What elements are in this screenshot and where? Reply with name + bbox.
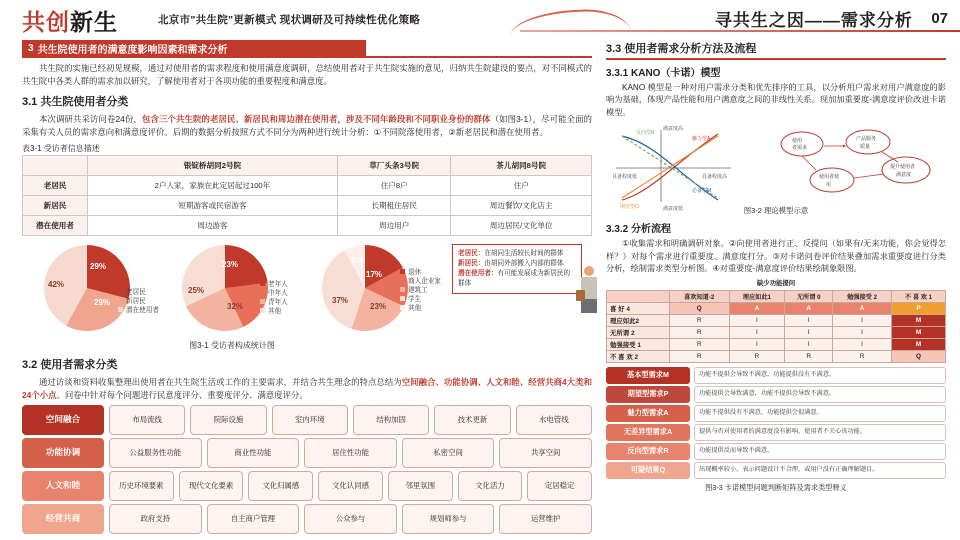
pie3-slice-label-4: 37%	[332, 295, 349, 305]
paragraph-3-2-highlight-1: 空间融合、功能协	[401, 376, 470, 387]
matrix-row	[607, 302, 946, 314]
flow-item: 邻里氛围	[388, 471, 453, 501]
page-number: 07	[931, 10, 948, 27]
kano-diagram-svg	[606, 122, 946, 214]
matrix-cell: R	[670, 326, 730, 338]
flow-item: 文化活力	[458, 471, 523, 501]
section-intro-paragraph: 共生院的实施已经初见规模，通过对使用者的需求程度和使用满意度调研，总结使用者对于共生院实施的意见，归纳共生院建设的要点，对不同模式的共生院中各类人群的需求加以研究，了解使用者对于各项功能的重要程度和满意度。	[22, 62, 592, 86]
flow-item: 自主商户管理	[207, 504, 300, 534]
cell: 周边居民/文化单位	[451, 215, 592, 235]
table-row	[23, 215, 592, 235]
matrix-cell: R	[833, 350, 892, 362]
legend-item: 潜在使用者	[118, 306, 159, 315]
svg-text:反向型R: 反向型R	[636, 130, 655, 136]
paragraph-3-1-highlight-2: 业身份的群体	[439, 113, 491, 124]
definitions-note-box	[452, 244, 582, 294]
flow-item: 私密空间	[402, 438, 495, 468]
flow-item: 文化归属感	[248, 471, 313, 501]
table-col-1: 银锭桥胡同2号院	[88, 155, 338, 175]
definition-text: 出现概率较小，表示问题设计不合理，或用户没有正确理解题目。	[694, 462, 946, 479]
svg-text:提升使用者: 提升使用者	[890, 164, 916, 170]
table-col-0	[23, 155, 88, 175]
matrix-cell: M	[892, 326, 946, 338]
heading-3-1: 3.1 共生院使用者分类	[22, 95, 129, 108]
flow-item: 历史环境要素	[109, 471, 174, 501]
definition-text: 提供与否对使用者的满意度没有影响，使用者不关心该功能。	[694, 424, 946, 441]
cell: 长期租住居民	[337, 195, 451, 215]
flow-item: 布局流线	[109, 405, 185, 435]
matrix-cell: I	[729, 338, 785, 350]
matrix-header-row	[607, 290, 946, 302]
cell: 周边游客	[88, 215, 338, 235]
table-col-2: 草厂头条3号院	[337, 155, 451, 175]
kano-evaluation-matrix	[606, 290, 946, 363]
matrix-cell: A	[729, 302, 785, 314]
table-row	[23, 195, 592, 215]
table-3-1	[22, 155, 592, 236]
section-title: 共生院使用者的满意度影响因素和需求分析	[37, 44, 228, 56]
pie1-slice-label-2: 29%	[94, 297, 111, 307]
matrix-row-label: 无所谓 2	[607, 326, 670, 338]
heading-3-2: 3.2 使用者需求分类	[22, 358, 118, 371]
brand-logo-red: 共创	[22, 10, 70, 36]
definition-tag: 基本型需求M	[606, 367, 690, 384]
matrix-cell: Q	[670, 302, 730, 314]
legend-item: 青年人	[260, 298, 288, 307]
pie2-slice-label-1: 23%	[222, 259, 239, 269]
definition-tag: 可疑结果Q	[606, 462, 690, 479]
kano-definitions-list	[606, 367, 946, 479]
matrix-col-header: 不 喜 欢 1	[892, 290, 946, 302]
definition-item	[606, 386, 946, 403]
svg-text:用: 用	[826, 182, 832, 188]
matrix-row	[607, 326, 946, 338]
definition-text: 功能不提供没有不满意，功能提供会很满意。	[694, 405, 946, 422]
legend-item: 中年人	[260, 289, 288, 298]
pie-chart-occupation	[322, 245, 408, 331]
pie2-slice-label-4: 32%	[227, 301, 244, 311]
flow-item: 定居稳定	[527, 471, 592, 501]
legend-item: 老年人	[260, 280, 288, 289]
header-section-title: 寻共生之因——需求分析	[714, 11, 913, 30]
flow-cells	[109, 405, 592, 435]
matrix-cell: P	[892, 302, 946, 314]
matrix-cell: M	[892, 314, 946, 326]
flow-category-label: 经营共商	[22, 504, 104, 534]
matrix-cell: I	[785, 326, 833, 338]
definition-item	[606, 405, 946, 422]
flow-item: 院际设施	[190, 405, 266, 435]
flow-item: 共享空间	[499, 438, 592, 468]
flow-cells	[109, 504, 592, 534]
cell: 周边用户	[337, 215, 451, 235]
table-col-3: 茶儿胡同8号院	[451, 155, 592, 175]
figure-3-1-caption: 图3-1 受访者构成统计图	[189, 340, 275, 350]
matrix-row-label: 喜 好 4	[607, 302, 670, 314]
svg-text:产品服务: 产品服务	[856, 136, 877, 142]
definition-text: 功能提供会导致满意，功能不提供会导致不满意。	[694, 386, 946, 403]
flow-item: 公众参与	[304, 504, 397, 534]
page-header	[0, 0, 960, 38]
header-right	[715, 6, 948, 31]
svg-text:者需求: 者需求	[792, 145, 808, 151]
matrix-cell: Q	[892, 350, 946, 362]
flow-item: 结构加固	[353, 405, 429, 435]
flow-item: 商业性功能	[207, 438, 300, 468]
cell: 2户人家，家族在此定居起过100年	[88, 175, 338, 195]
matrix-row-label: 勉强接受 1	[607, 338, 670, 350]
pie-chart-group	[22, 240, 592, 340]
svg-text:满意度: 满意度	[896, 172, 912, 178]
matrix-col-header: 理应如此1	[729, 290, 785, 302]
flow-category-label: 空间融合	[22, 405, 104, 435]
matrix-row	[607, 338, 946, 350]
definition-tag: 反向型需求R	[606, 443, 690, 460]
definition-text: 功能提供反而导致不满意。	[694, 443, 946, 460]
right-column	[606, 40, 946, 493]
svg-text:魅力型A: 魅力型A	[692, 136, 711, 142]
paragraph-3-3-2: ①收集需求和明确调研对象。②向使用者进行正、反提问（如果有/无来功能，你会觉得怎样？）对每个需求进行重要度、满意度打分。③对卡诺问卷评价结果叠加需求重要度进行分类分析，绘制需求类型分析图。④对重要度-满意度评价结果绘制象限图。	[606, 239, 946, 273]
right-section-underline	[606, 58, 946, 60]
svg-text:具备程度低: 具备程度低	[612, 174, 638, 180]
matrix-cell: I	[729, 314, 785, 326]
matrix-cell: A	[785, 302, 833, 314]
table-3-1-caption: 表3-1 受访者信息描述	[22, 143, 100, 153]
pie3-slice-label-5: 8%	[352, 255, 364, 265]
table-header-row	[23, 155, 592, 175]
legend-item: 新居民	[118, 297, 159, 306]
matrix-cell: I	[833, 314, 892, 326]
flow-item: 技术更新	[434, 405, 510, 435]
section-title-bar	[22, 40, 366, 56]
matrix-cell: I	[785, 314, 833, 326]
matrix-cell: R	[729, 350, 785, 362]
pie1-legend	[118, 288, 159, 315]
legend-item: 学生	[400, 295, 441, 304]
matrix-corner	[607, 290, 670, 302]
flow-row	[22, 471, 592, 501]
flow-row	[22, 504, 592, 534]
matrix-cell: I	[833, 326, 892, 338]
flow-category-label: 人文和睦	[22, 471, 104, 501]
row-label: 新居民	[23, 195, 88, 215]
flow-item: 运营维护	[499, 504, 592, 534]
matrix-col-header: 喜欢知道-2	[670, 290, 730, 302]
table-row	[23, 175, 592, 195]
header-rule	[520, 30, 960, 32]
cell: 住户8户	[337, 175, 451, 195]
flow-item: 文化认同感	[318, 471, 383, 501]
matrix-cell: I	[729, 326, 785, 338]
legend-item: 其他	[260, 307, 288, 316]
note-line-1: 老居民：在胡同生活较长时间的群体	[458, 249, 564, 257]
flow-item: 政府支持	[109, 504, 202, 534]
matrix-col-header: 无所谓 0	[785, 290, 833, 302]
paragraph-3-1-highlight-1: 包含三个共生院的老居民、新居民和周边潜在使用者，涉及不同年龄段和不同职	[141, 113, 440, 124]
legend-item: 其他	[400, 304, 441, 313]
flow-category-label: 功能协调	[22, 438, 104, 468]
left-column	[22, 40, 592, 537]
legend-item: 建筑工	[400, 286, 441, 295]
matrix-row	[607, 350, 946, 362]
definition-item	[606, 424, 946, 441]
definition-tag: 魅力型需求A	[606, 405, 690, 422]
matrix-cell: A	[833, 302, 892, 314]
svg-text:质量: 质量	[860, 144, 871, 150]
definition-text: 功能不提供会导致不满意，功能提供没有不满意。	[694, 367, 946, 384]
svg-text:期望型O: 期望型O	[620, 204, 639, 210]
flow-cells	[109, 471, 592, 501]
svg-text:使用: 使用	[792, 138, 803, 144]
legend-item: 老居民	[118, 288, 159, 297]
matrix-cell: I	[785, 338, 833, 350]
definition-item	[606, 367, 946, 384]
kano-model-diagram	[606, 122, 946, 214]
heading-3-3-1: 3.3.1 KANO（卡诺）模型	[606, 67, 721, 79]
flow-item: 现代文化要素	[179, 471, 244, 501]
paragraph-3-1: 本次调研共采访问卷24份，包含三个共生院的老居民、新居民和周边潜在使用者，涉及不同年龄段和不同职业身份的群体（如图3-1），尽可能全面的采集有关人员的需求意向和满意度评价。后期的数据分析按照方式不同分为两种进行统计分析：①不同院落使用者，②新老居民和潜在使用者。	[22, 113, 592, 137]
legend-item: 商人企业家	[400, 277, 441, 286]
svg-text:使用者使: 使用者使	[819, 174, 840, 180]
legend-item: 退休	[400, 268, 441, 277]
brand-logo	[22, 4, 118, 37]
person-illustration-icon	[575, 264, 603, 316]
heading-3-3: 3.3 使用者需求分析方法及流程	[606, 43, 757, 55]
svg-text:满意度高: 满意度高	[663, 126, 684, 132]
paragraph-3-2: 通过访谈和资料收集整理出使用者在共生院生活或工作的主要需求，并结合共生理念的特点总结为空间融合、功能协调、人文和睦、经营共商4大类和24个小点。问卷中针对每个问题进行民意度评分、重要度评分、满意度评分。	[22, 376, 593, 400]
flow-item: 水电管线	[516, 405, 592, 435]
paragraph-3-2-highlight-2: 调、人文和睦、经营共商4大类和24个小点	[22, 376, 593, 400]
matrix-cell: R	[670, 338, 730, 350]
matrix-title: 缺少功能提问	[756, 279, 796, 287]
matrix-cell: R	[670, 314, 730, 326]
definition-item	[606, 462, 946, 479]
cell: 周边餐饮/文化店主	[451, 195, 592, 215]
svg-text:满意度低: 满意度低	[663, 206, 684, 212]
flow-item: 居住性功能	[304, 438, 397, 468]
matrix-cell: M	[892, 338, 946, 350]
flow-item: 规划师参与	[402, 504, 495, 534]
matrix-cell: R	[785, 350, 833, 362]
flow-cells	[109, 438, 592, 468]
flow-item: 公益服务性功能	[109, 438, 202, 468]
pie2-slice-label-3: 25%	[188, 285, 205, 295]
cell: 住户	[451, 175, 592, 195]
flow-row	[22, 438, 592, 468]
definition-item	[606, 443, 946, 460]
svg-text:必备型M: 必备型M	[692, 188, 712, 194]
section-number: 3	[28, 42, 34, 54]
figure-3-3-caption: 图3-3 卡诺模型问题判断矩阵及需求类型释义	[705, 482, 847, 492]
row-label: 老居民	[23, 175, 88, 195]
paragraph-3-3-1: KANO 模型是一种对用户需求分类和优先排序的工具，以分析用户需求对用户满意度的影响为基础，体现产品性能和用户满意度之间的非线性关系。现加加重要度-满意度评价改进卡诺模型。	[606, 82, 946, 117]
row-label: 潜在使用者	[23, 215, 88, 235]
matrix-cell: R	[670, 350, 730, 362]
figure-3-2-caption: 图3-2 理论模型示意	[743, 206, 809, 215]
note-line-2: 新居民：由胡同外部搬入内部的群体	[458, 259, 564, 267]
pie3-slice-label-1: 17%	[366, 269, 383, 279]
pie2-legend	[260, 280, 288, 316]
matrix-row-label: 不 喜 欢 2	[607, 350, 670, 362]
flow-item: 室内环境	[272, 405, 348, 435]
matrix-row-label: 理应如此2	[607, 314, 670, 326]
requirement-category-flow	[22, 405, 592, 534]
matrix-cell: I	[833, 338, 892, 350]
pie1-slice-label-3: 42%	[48, 279, 65, 289]
pie3-legend	[400, 268, 441, 313]
pie3-slice-label-3: 23%	[370, 301, 387, 311]
definition-tag: 期望型需求P	[606, 386, 690, 403]
cell: 短期游客或民宿游客	[88, 195, 338, 215]
pie1-slice-label-1: 29%	[90, 261, 107, 271]
note-line-3: 潜在使用者：有可能发展成为新居民的群体	[458, 269, 571, 287]
svg-text:具备程度高: 具备程度高	[702, 174, 728, 180]
matrix-row	[607, 314, 946, 326]
header-subtitle: 北京市"共生院"更新模式 现状调研及可持续性优化策略	[158, 14, 421, 26]
flow-row	[22, 405, 592, 435]
section-underline	[22, 56, 592, 58]
brand-logo-dark: 新生	[70, 10, 118, 36]
definition-tag: 无差异型需求A	[606, 424, 690, 441]
heading-3-3-2: 3.3.2 分析流程	[606, 224, 672, 235]
matrix-col-header: 勉强接受 2	[833, 290, 892, 302]
